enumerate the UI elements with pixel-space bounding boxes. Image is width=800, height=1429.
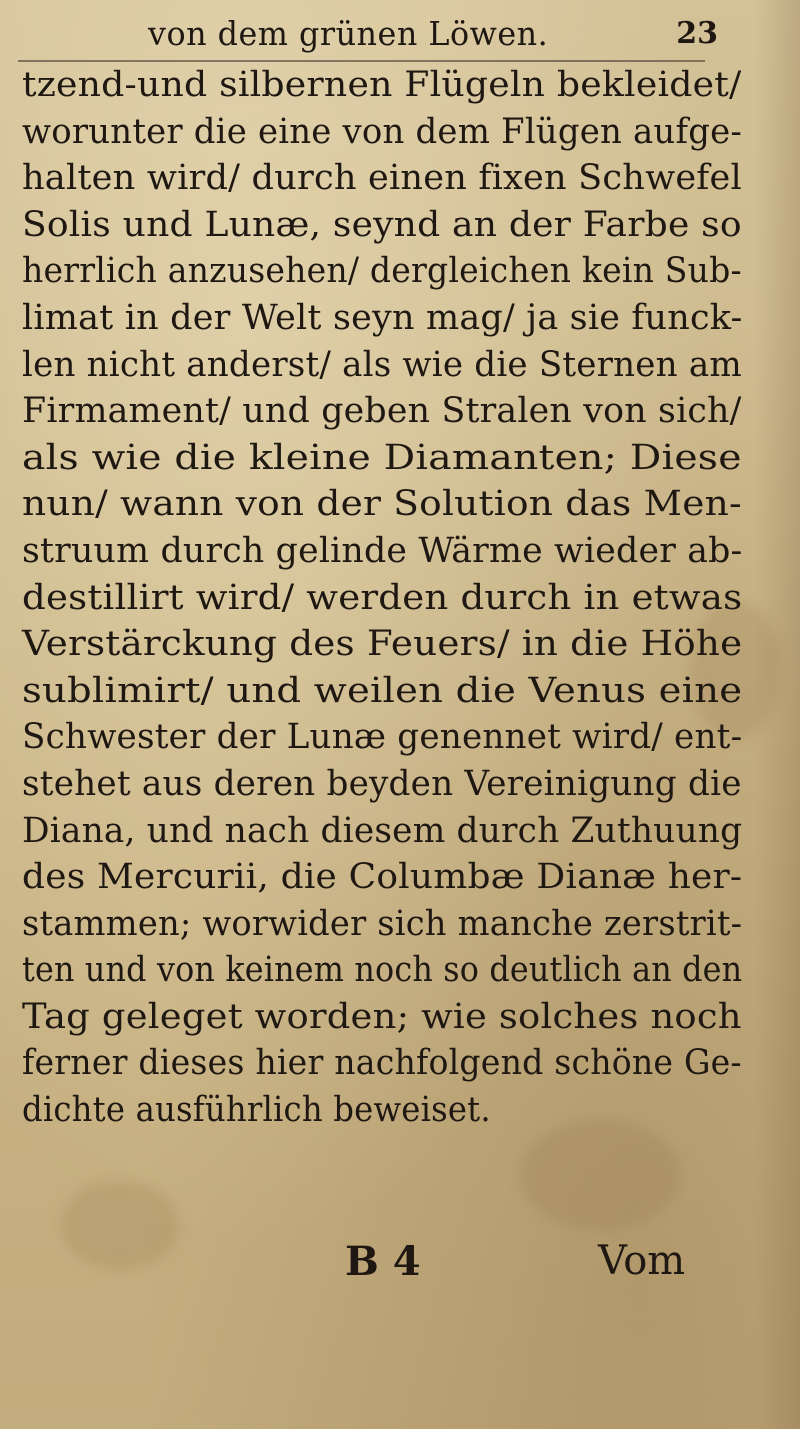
page-number: 23 xyxy=(676,16,718,51)
page-edge-shadow xyxy=(755,0,800,1429)
signature-mark: B 4 xyxy=(345,1238,421,1285)
page-footer xyxy=(0,1238,800,1298)
catchword: Vom xyxy=(598,1238,686,1284)
body-text: tzend-und silbernen Flügeln bekleidet/ worunter die eine von dem Flügen aufge- halten wird/ durch einen fixen Schwefel Solis und Lunæ, seynd an der Farbe so herrlich anzusehen/ dergleichen kein Sub- limat in der Welt seyn mag/ ja sie funck- len nicht anderst/ als wie die Sternen am Firmament/ und geben Stralen von sich/ als wie die kleine Diamanten; Diese nun/ wann von der Solution das Men- struum durch gelinde Wärme wieder ab- destillirt wird/ werden durch in etwas Verstärckung des Feuers/ in die Höhe sublimirt/ und weilen die Venus eine Schwester der Lunæ genennet wird/ ent- stehet aus deren beyden Vereinigung die Diana, und nach diesem durch Zuthuung des Mercurii, die Columbæ Dianæ her- stammen; worwider sich manche zerstrit- ten und von keinem noch so deutlich an den Tag geleget worden; wie solches noch ferner dieses hier nachfolgend schöne Ge- dichte ausführlich beweiset. xyxy=(22,65,743,1131)
paper-stain xyxy=(520,1120,680,1230)
running-head: von dem grünen Löwen. xyxy=(148,14,549,53)
page-header xyxy=(148,14,718,64)
